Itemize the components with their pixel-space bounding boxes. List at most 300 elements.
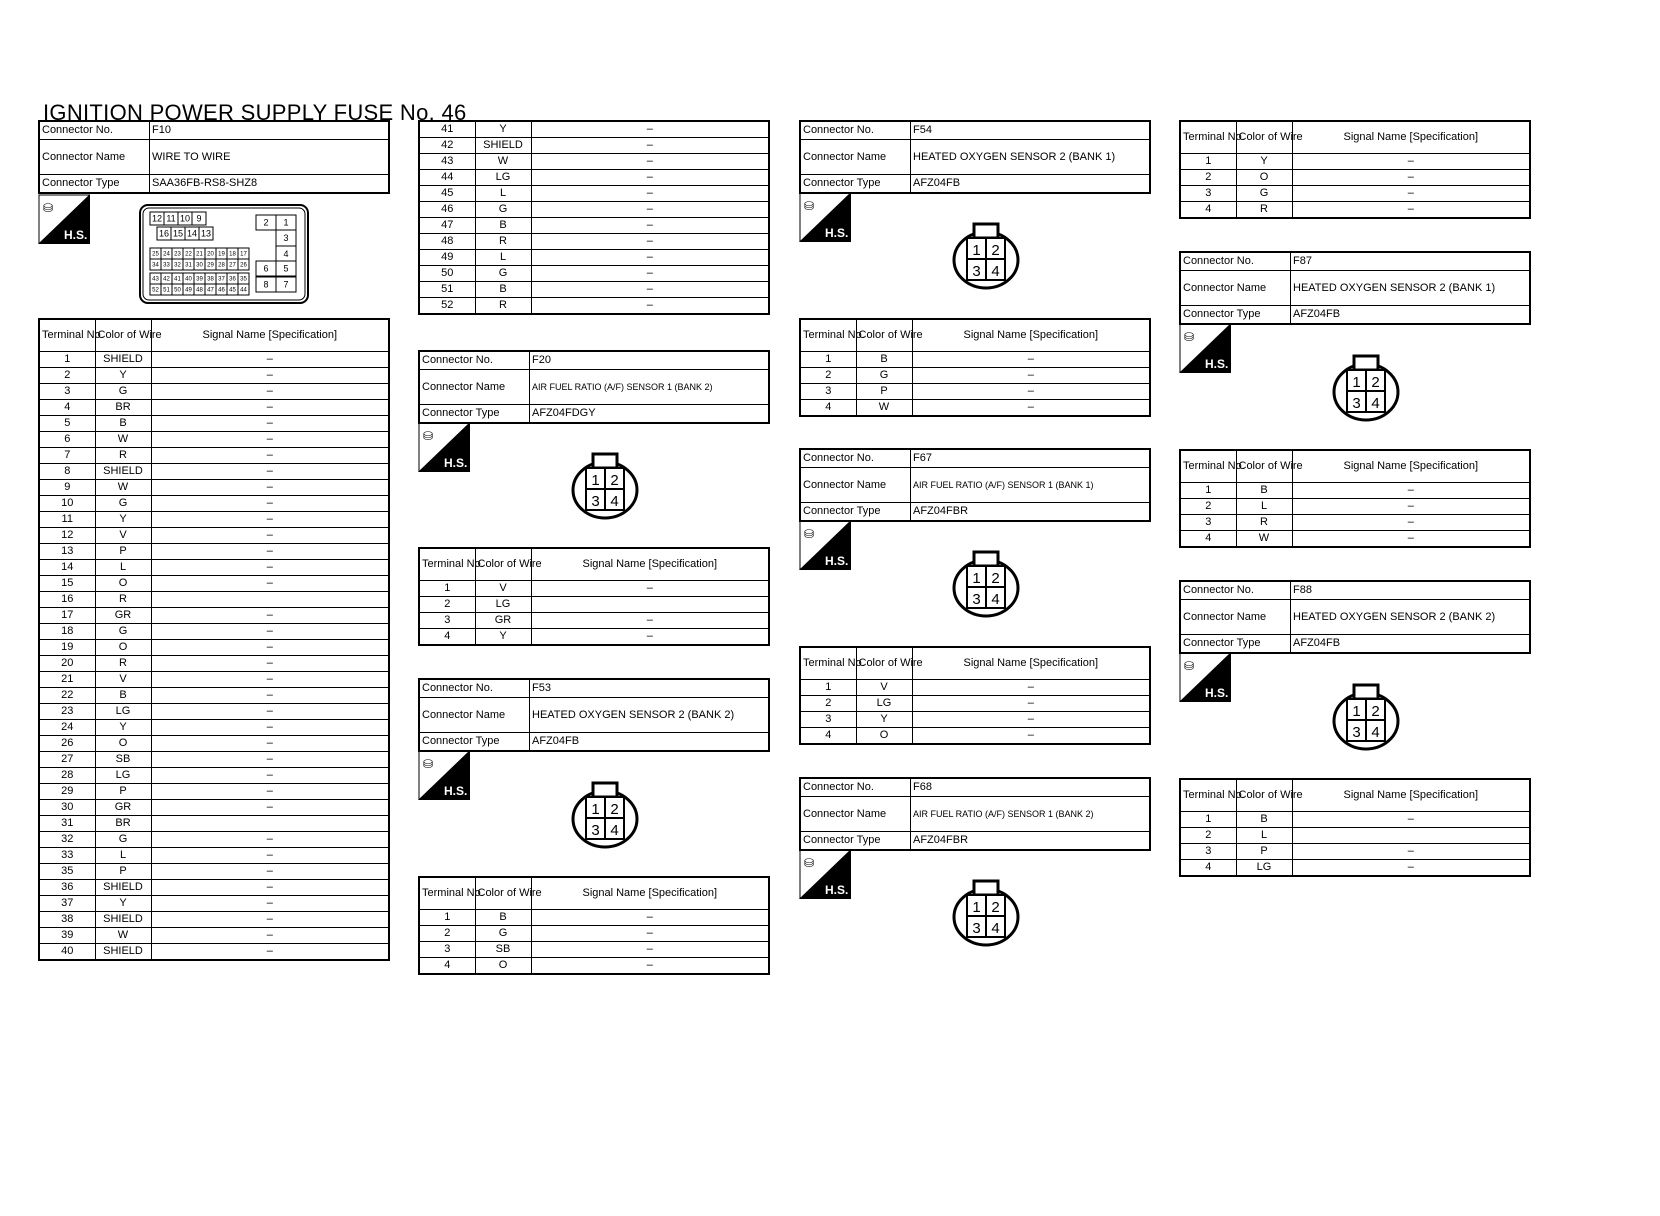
pin-label: 42: [163, 276, 170, 283]
connector-name-value: AIR FUEL RATIO (A/F) SENSOR 1 (BANK 2): [530, 370, 770, 405]
four-pin-connector-face: [569, 450, 641, 520]
label-connector-no: Connector No.: [1180, 252, 1291, 271]
connector-no-value: F54: [911, 121, 1151, 140]
signal-name-cell: –: [151, 384, 389, 400]
label-connector-type: Connector Type: [800, 503, 911, 522]
pin-label: 2: [991, 242, 1000, 259]
terminal-no-cell: 1: [1180, 812, 1236, 828]
pin-label: 31: [185, 262, 192, 269]
connector-name-value: WIRE TO WIRE: [150, 140, 390, 175]
four-pin-connector-face: [1330, 681, 1402, 751]
pin-label: 9: [196, 213, 202, 224]
wire-color-cell: G: [475, 926, 531, 942]
terminal-no-cell: 32: [39, 832, 95, 848]
pin-label: 1: [972, 570, 981, 587]
terminal-no-cell: 51: [419, 282, 475, 298]
header-signal-name: Signal Name [Specification]: [912, 647, 1150, 680]
header-color-of-wire: Color of Wire: [1236, 779, 1292, 812]
terminal-no-cell: 12: [39, 528, 95, 544]
terminal-no-cell: 40: [39, 944, 95, 961]
connector-no-value: F88: [1291, 581, 1531, 600]
hs-icon: [799, 520, 851, 570]
signal-name-cell: –: [1292, 483, 1530, 499]
connector-face-f10: [138, 203, 310, 305]
signal-name-cell: –: [912, 712, 1150, 728]
table-row: [39, 912, 389, 928]
table-row: [39, 768, 389, 784]
wire-color-cell: L: [95, 848, 151, 864]
table-row: [39, 880, 389, 896]
wire-color-cell: P: [95, 544, 151, 560]
wire-color-cell: P: [95, 864, 151, 880]
table-row: [419, 581, 769, 597]
signal-name-cell: –: [1292, 812, 1530, 828]
table-row: [39, 720, 389, 736]
signal-name-cell: –: [151, 464, 389, 480]
wire-color-cell: GR: [95, 608, 151, 624]
terminal-no-cell: 2: [419, 926, 475, 942]
table-row: [39, 928, 389, 944]
signal-name-cell: –: [531, 218, 769, 234]
wire-color-cell: V: [475, 581, 531, 597]
signal-name-cell: –: [1292, 860, 1530, 877]
pin-label: 1: [1352, 374, 1361, 391]
terminal-no-cell: 2: [1180, 499, 1236, 515]
connector-type-value: AFZ04FBR: [911, 832, 1151, 851]
signal-name-cell: –: [912, 728, 1150, 745]
wire-color-cell: B: [475, 282, 531, 298]
connector-no-value: F68: [911, 778, 1151, 797]
terminal-no-cell: 49: [419, 250, 475, 266]
wire-color-cell: G: [1236, 186, 1292, 202]
signal-name-cell: –: [531, 202, 769, 218]
wire-color-cell: GR: [475, 613, 531, 629]
pin-label: 27: [229, 262, 236, 269]
wire-color-cell: LG: [475, 170, 531, 186]
signal-name-cell: –: [1292, 499, 1530, 515]
header-signal-name: Signal Name [Specification]: [912, 319, 1150, 352]
table-row: [419, 282, 769, 298]
terminal-no-cell: 4: [419, 629, 475, 646]
signal-name-cell: –: [151, 416, 389, 432]
wire-color-cell: G: [475, 202, 531, 218]
table-row: [39, 496, 389, 512]
pin-label: 43: [152, 276, 159, 283]
wire-color-cell: SHIELD: [475, 138, 531, 154]
header-color-of-wire: Color of Wire: [95, 319, 151, 352]
pin-label: 4: [610, 822, 619, 839]
hs-icon: [418, 750, 470, 800]
label-connector-name: Connector Name: [800, 140, 911, 175]
wire-color-cell: Y: [475, 121, 531, 138]
pin-label: 16: [158, 228, 170, 239]
terminal-no-cell: 6: [39, 432, 95, 448]
hs-label: H.S.: [1205, 357, 1229, 371]
terminal-no-cell: 4: [39, 400, 95, 416]
terminal-no-cell: 47: [419, 218, 475, 234]
terminal-no-cell: 29: [39, 784, 95, 800]
terminal-no-cell: 4: [1180, 531, 1236, 548]
header-terminal-no: Terminal No.: [800, 319, 856, 352]
pin-label: 25: [152, 251, 159, 258]
label-connector-name: Connector Name: [419, 370, 530, 405]
wire-color-cell: Y: [95, 896, 151, 912]
table-row: [1180, 186, 1530, 202]
wire-color-cell: LG: [856, 696, 912, 712]
label-connector-type: Connector Type: [1180, 306, 1291, 325]
terminal-no-cell: 4: [800, 400, 856, 417]
signal-name-cell: –: [531, 581, 769, 597]
wire-color-cell: W: [95, 480, 151, 496]
signal-name-cell: [531, 597, 769, 613]
wire-color-cell: W: [1236, 531, 1292, 548]
table-row: [419, 926, 769, 942]
table-row: [39, 464, 389, 480]
pin-label: 24: [163, 251, 170, 258]
pin-label: 47: [207, 287, 214, 294]
terminal-no-cell: 3: [800, 384, 856, 400]
connector-type-value: AFZ04FDGY: [530, 405, 770, 424]
pin-label: 13: [200, 228, 212, 239]
terminal-no-cell: 48: [419, 234, 475, 250]
table-row: [800, 384, 1150, 400]
signal-name-cell: –: [151, 512, 389, 528]
pin-label: 2: [991, 570, 1000, 587]
label-connector-type: Connector Type: [800, 832, 911, 851]
table-row: [39, 560, 389, 576]
hs-label: H.S.: [825, 883, 849, 897]
wire-color-cell: SHIELD: [95, 464, 151, 480]
wire-color-cell: V: [95, 672, 151, 688]
pin-label: 23: [174, 251, 181, 258]
signal-name-cell: –: [151, 768, 389, 784]
pin-table-f20: [418, 547, 770, 646]
terminal-no-cell: 2: [800, 696, 856, 712]
wire-color-cell: L: [475, 186, 531, 202]
signal-name-cell: –: [151, 704, 389, 720]
wire-color-cell: LG: [1236, 860, 1292, 877]
svg-text:⛁: ⛁: [43, 201, 54, 215]
table-row: [800, 680, 1150, 696]
pin-table-f10: [38, 318, 390, 961]
pin-label: 8: [263, 279, 269, 290]
wire-color-cell: BR: [95, 816, 151, 832]
wire-color-cell: SHIELD: [95, 912, 151, 928]
label-connector-name: Connector Name: [800, 468, 911, 503]
table-row: [39, 352, 389, 368]
wire-color-cell: B: [95, 688, 151, 704]
terminal-no-cell: 3: [1180, 186, 1236, 202]
signal-name-cell: –: [151, 432, 389, 448]
connector-name-value: AIR FUEL RATIO (A/F) SENSOR 1 (BANK 2): [911, 797, 1151, 832]
signal-name-cell: –: [151, 624, 389, 640]
terminal-no-cell: 18: [39, 624, 95, 640]
table-row: [1180, 860, 1530, 877]
label-connector-name: Connector Name: [1180, 600, 1291, 635]
connector-type-value: SAA36FB-RS8-SHZ8: [150, 175, 390, 194]
connector-type-value: AFZ04FBR: [911, 503, 1151, 522]
signal-name-cell: –: [151, 800, 389, 816]
pin-label: 49: [185, 287, 192, 294]
pin-label: 32: [174, 262, 181, 269]
signal-name-cell: –: [912, 352, 1150, 368]
signal-name-cell: [151, 816, 389, 832]
table-row: [419, 597, 769, 613]
terminal-no-cell: 3: [419, 942, 475, 958]
terminal-no-cell: 3: [800, 712, 856, 728]
table-row: [800, 712, 1150, 728]
connector-info-f10: [38, 120, 390, 194]
pin-label: 3: [591, 493, 600, 510]
table-row: [800, 696, 1150, 712]
signal-name-cell: –: [151, 736, 389, 752]
table-row: [1180, 170, 1530, 186]
header-signal-name: Signal Name [Specification]: [1292, 450, 1530, 483]
signal-name-cell: –: [531, 138, 769, 154]
pin-table-f88: [1179, 120, 1531, 219]
connector-no-value: F10: [150, 121, 390, 140]
table-row: [39, 816, 389, 832]
terminal-no-cell: 43: [419, 154, 475, 170]
pin-label: 48: [196, 287, 203, 294]
signal-name-cell: [1292, 828, 1530, 844]
signal-name-cell: –: [912, 384, 1150, 400]
wire-color-cell: O: [95, 736, 151, 752]
wire-color-cell: LG: [95, 768, 151, 784]
table-row: [39, 656, 389, 672]
hs-label: H.S.: [64, 228, 88, 242]
pin-label: 40: [185, 276, 192, 283]
pin-label: 36: [229, 276, 236, 283]
terminal-no-cell: 1: [1180, 483, 1236, 499]
label-connector-name: Connector Name: [419, 698, 530, 733]
table-row: [39, 672, 389, 688]
wire-color-cell: LG: [95, 704, 151, 720]
label-connector-type: Connector Type: [800, 175, 911, 194]
table-row: [419, 170, 769, 186]
terminal-no-cell: 30: [39, 800, 95, 816]
table-row: [419, 138, 769, 154]
signal-name-cell: –: [151, 544, 389, 560]
signal-name-cell: –: [151, 880, 389, 896]
wire-color-cell: O: [856, 728, 912, 745]
wire-color-cell: P: [1236, 844, 1292, 860]
table-row: [419, 202, 769, 218]
wire-color-cell: L: [475, 250, 531, 266]
table-row: [419, 629, 769, 646]
terminal-no-cell: 21: [39, 672, 95, 688]
label-connector-type: Connector Type: [1180, 635, 1291, 654]
wire-color-cell: LG: [475, 597, 531, 613]
terminal-no-cell: 52: [419, 298, 475, 315]
pin-label: 45: [229, 287, 236, 294]
connector-no-value: F53: [530, 679, 770, 698]
signal-name-cell: [151, 592, 389, 608]
signal-name-cell: –: [151, 944, 389, 961]
pin-label: 5: [283, 263, 289, 274]
terminal-no-cell: 36: [39, 880, 95, 896]
pin-label: 34: [152, 262, 159, 269]
wire-color-cell: B: [475, 910, 531, 926]
signal-name-cell: –: [1292, 844, 1530, 860]
signal-name-cell: –: [531, 910, 769, 926]
pin-label: 14: [186, 228, 198, 239]
header-color-of-wire: Color of Wire: [1236, 450, 1292, 483]
signal-name-cell: –: [151, 752, 389, 768]
table-row: [39, 512, 389, 528]
signal-name-cell: –: [531, 629, 769, 646]
signal-name-cell: –: [151, 448, 389, 464]
signal-name-cell: –: [1292, 515, 1530, 531]
table-row: [419, 218, 769, 234]
terminal-no-cell: 2: [419, 597, 475, 613]
terminal-no-cell: 37: [39, 896, 95, 912]
terminal-no-cell: 42: [419, 138, 475, 154]
table-row: [1180, 483, 1530, 499]
terminal-no-cell: 24: [39, 720, 95, 736]
pin-label: 52: [152, 287, 159, 294]
header-terminal-no: Terminal No.: [39, 319, 95, 352]
label-connector-name: Connector Name: [1180, 271, 1291, 306]
pin-label: 3: [283, 233, 289, 244]
pin-label: 17: [240, 251, 247, 258]
label-connector-type: Connector Type: [39, 175, 150, 194]
connector-type-value: AFZ04FB: [530, 733, 770, 752]
connector-name-value: HEATED OXYGEN SENSOR 2 (BANK 1): [911, 140, 1151, 175]
table-row: [39, 848, 389, 864]
pin-label: 3: [591, 822, 600, 839]
signal-name-cell: –: [912, 680, 1150, 696]
table-row: [419, 942, 769, 958]
label-connector-no: Connector No.: [1180, 581, 1291, 600]
signal-name-cell: –: [531, 170, 769, 186]
table-row: [800, 368, 1150, 384]
pin-table-f53: [418, 876, 770, 975]
wire-color-cell: Y: [95, 368, 151, 384]
label-connector-no: Connector No.: [39, 121, 150, 140]
connector-name-value: HEATED OXYGEN SENSOR 2 (BANK 1): [1291, 271, 1531, 306]
signal-name-cell: –: [151, 688, 389, 704]
terminal-no-cell: 20: [39, 656, 95, 672]
signal-name-cell: –: [151, 368, 389, 384]
pin-label: 11: [166, 213, 176, 224]
signal-name-cell: –: [151, 672, 389, 688]
wire-color-cell: R: [475, 298, 531, 315]
table-row: [39, 784, 389, 800]
hs-icon: [1179, 323, 1231, 373]
terminal-no-cell: 15: [39, 576, 95, 592]
hs-label: H.S.: [444, 784, 468, 798]
signal-name-cell: –: [531, 926, 769, 942]
terminal-no-cell: 27: [39, 752, 95, 768]
terminal-no-cell: 41: [419, 121, 475, 138]
label-connector-name: Connector Name: [39, 140, 150, 175]
label-connector-no: Connector No.: [419, 351, 530, 370]
table-row: [39, 832, 389, 848]
wire-color-cell: L: [95, 560, 151, 576]
terminal-no-cell: 13: [39, 544, 95, 560]
table-row: [39, 608, 389, 624]
wire-color-cell: Y: [1236, 154, 1292, 170]
wire-color-cell: B: [1236, 812, 1292, 828]
signal-name-cell: –: [531, 958, 769, 975]
wire-color-cell: V: [856, 680, 912, 696]
pin-label: 2: [1371, 703, 1380, 720]
table-row: [1180, 499, 1530, 515]
connector-info-f54: [799, 120, 1151, 194]
terminal-no-cell: 4: [419, 958, 475, 975]
pin-label: 20: [207, 251, 214, 258]
wire-color-cell: B: [856, 352, 912, 368]
hs-icon: [38, 194, 90, 244]
pin-label: 3: [972, 920, 981, 937]
pin-label: 2: [610, 472, 619, 489]
terminal-no-cell: 1: [800, 352, 856, 368]
table-row: [39, 624, 389, 640]
signal-name-cell: –: [151, 576, 389, 592]
four-pin-connector-face: [950, 548, 1022, 618]
wire-color-cell: O: [1236, 170, 1292, 186]
wire-color-cell: R: [1236, 202, 1292, 219]
connector-type-value: AFZ04FB: [1291, 635, 1531, 654]
signal-name-cell: –: [531, 266, 769, 282]
connector-info-f20: [418, 350, 770, 424]
connector-no-value: F87: [1291, 252, 1531, 271]
pin-label: 3: [972, 591, 981, 608]
header-signal-name: Signal Name [Specification]: [531, 877, 769, 910]
header-signal-name: Signal Name [Specification]: [1292, 779, 1530, 812]
header-terminal-no: Terminal No.: [1180, 779, 1236, 812]
signal-name-cell: –: [912, 368, 1150, 384]
header-terminal-no: Terminal No.: [1180, 450, 1236, 483]
table-row: [39, 944, 389, 961]
wire-color-cell: R: [475, 234, 531, 250]
signal-name-cell: –: [151, 928, 389, 944]
hs-label: H.S.: [444, 456, 468, 470]
pin-label: 4: [991, 920, 1000, 937]
pin-label: 1: [591, 801, 600, 818]
pin-label: 3: [972, 263, 981, 280]
signal-name-cell: –: [1292, 531, 1530, 548]
wire-color-cell: SB: [475, 942, 531, 958]
wire-color-cell: V: [95, 528, 151, 544]
signal-name-cell: –: [912, 696, 1150, 712]
hs-icon: [799, 849, 851, 899]
svg-text:⛁: ⛁: [423, 757, 434, 771]
connector-name-value: AIR FUEL RATIO (A/F) SENSOR 1 (BANK 1): [911, 468, 1151, 503]
table-row: [39, 592, 389, 608]
signal-name-cell: –: [151, 352, 389, 368]
hs-icon: [418, 422, 470, 472]
wire-color-cell: P: [856, 384, 912, 400]
terminal-no-cell: 9: [39, 480, 95, 496]
terminal-no-cell: 14: [39, 560, 95, 576]
wire-color-cell: W: [475, 154, 531, 170]
table-row: [419, 154, 769, 170]
pin-label: 12: [151, 213, 163, 224]
table-row: [1180, 515, 1530, 531]
connector-no-value: F67: [911, 449, 1151, 468]
connector-info-f88: [1179, 580, 1531, 654]
table-row: [1180, 844, 1530, 860]
table-row: [419, 613, 769, 629]
signal-name-cell: –: [531, 186, 769, 202]
wire-color-cell: G: [95, 496, 151, 512]
signal-name-cell: –: [1292, 186, 1530, 202]
table-row: [39, 640, 389, 656]
signal-name-cell: –: [531, 250, 769, 266]
terminal-no-cell: 1: [39, 352, 95, 368]
